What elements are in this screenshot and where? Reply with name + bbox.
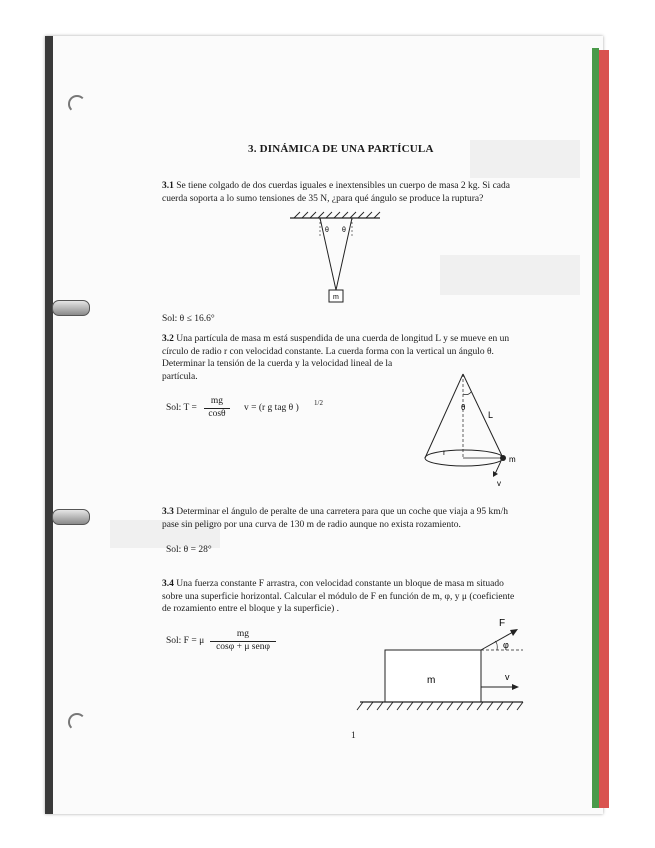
bleed-through [470, 140, 580, 178]
angle-label-right: θ [342, 227, 346, 234]
punch-hole [68, 713, 86, 731]
punch-hole [68, 95, 86, 113]
bleed-through [440, 255, 580, 295]
divider-red [599, 50, 609, 808]
problem-text-line: cuerda soporta a lo sumo tensiones de 35 N, ¿para qué ángulo se produce la ruptura? [162, 193, 484, 204]
fraction-numerator: mg [204, 395, 230, 409]
binder-ring [52, 509, 90, 525]
problem-text-line: Una partícula de masa m está suspendida de una cuerda de longitud L y se mueve en un [176, 334, 510, 344]
problem-text-line: Se tiene colgado de dos cuerdas iguales e inextensibles un cuerpo de masa 2 kg. Si cada [176, 181, 510, 191]
force-label: F [499, 618, 506, 629]
problem-text-line: Determinar el ángulo de peralte de una carretera para que un coche que viaja a 95 km/h [176, 507, 509, 517]
divider-green [592, 48, 599, 808]
problem-number: 3.3 [162, 507, 174, 517]
velocity-label: v [497, 479, 501, 488]
binder-top [0, 0, 655, 40]
solution-3-4 [166, 628, 316, 658]
solution-3-2 [166, 395, 426, 425]
solution-3-3: Sol: θ = 28° [166, 545, 212, 555]
figure-3-2-conical-pendulum [405, 368, 535, 490]
angle-label: θ [461, 403, 466, 412]
problem-text-line: sobre una superficie horizontal. Calcular el módulo de F en función de m, φ, y μ (coeficiente [162, 591, 515, 602]
solution-prefix: Sol: F = μ [166, 636, 205, 646]
problem-3-4 [162, 578, 562, 616]
length-label: L [488, 410, 494, 420]
velocity-formula: v = (r g tag θ ) [244, 403, 299, 413]
problem-text-line: partícula. [162, 371, 198, 382]
mass-label: m [427, 675, 436, 686]
problem-text-line: de rozamiento entre el bloque y la superficie) . [162, 604, 339, 614]
problem-number: 3.1 [162, 181, 174, 191]
problem-text-line: pase sin peligro por una curva de 130 m de radio aunque no exista rozamiento. [162, 519, 461, 530]
fraction-numerator: mg [210, 628, 276, 642]
binder-ring [52, 300, 90, 316]
page-number: 1 [351, 731, 356, 741]
figure-3-4-dragged-block [355, 612, 530, 717]
mass-label: m [333, 294, 339, 301]
problem-number: 3.4 [162, 579, 174, 589]
binder-edge [45, 36, 53, 814]
solution-prefix: Sol: T = [166, 403, 197, 413]
velocity-exponent: 1/2 [314, 399, 323, 407]
problem-3-3 [162, 506, 562, 531]
fraction-denominator: cosθ [208, 409, 226, 419]
section-title: 3. DINÁMICA DE UNA PARTÍCULA [248, 143, 434, 155]
problem-text-line: Una fuerza constante F arrastra, con velocidad constante un bloque de masa m situado [176, 579, 504, 589]
angle-label: φ [503, 640, 509, 650]
problem-text-line: Determinar la tensión de la cuerda y la velocidad lineal de la [162, 359, 393, 369]
angle-label-left: θ [325, 227, 329, 234]
problem-text-line: círculo de radio r con velocidad constante. La cuerda forma con la vertical un ángulo θ. [162, 346, 494, 357]
problem-3-1 [162, 180, 562, 205]
radius-label: r [443, 448, 446, 457]
mass-label: m [509, 455, 516, 464]
velocity-label: v [505, 672, 510, 682]
problem-number: 3.2 [162, 334, 174, 344]
solution-3-1: Sol: θ ≤ 16.6° [162, 314, 215, 324]
figure-3-1-hanging-mass [280, 210, 390, 310]
fraction-denominator: cosφ + μ senφ [216, 642, 270, 652]
